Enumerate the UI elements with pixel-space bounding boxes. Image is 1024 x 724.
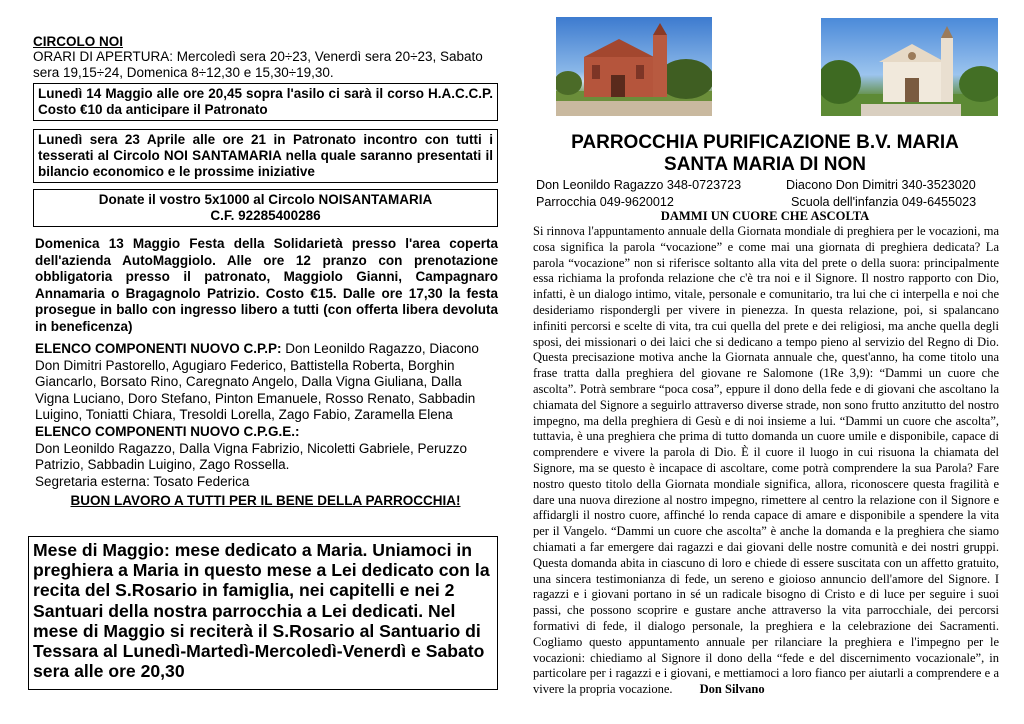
priest-contact: Don Leonildo Ragazzo 348-0723723: [536, 178, 742, 192]
cpge-names: Don Leonildo Ragazzo, Dalla Vigna Fabrizio, Nicoletti Gabriele, Peruzzo Patrizio, Sabbadin Luigino, Zago Rossella.: [35, 440, 467, 473]
solidarity-festival-notice: Domenica 13 Maggio Festa della Solidarietà presso l'area coperta dell'azienda AutoMaggiolo. Alle ore 12 pranzo con prenotazione obbligatoria presso il patronato, Maggiolo Gianni, Campagnaro Annamaria o Bragagnolo Patrizio. Costo €15. Dalle ore 17,30 la festa prosegue in ballo con ingresso libero a tutti (con offerta libera devoluta in beneficenza): [35, 236, 498, 334]
sanctuary-illustration: [821, 18, 998, 116]
haccp-notice-box: Lunedì 14 Maggio alle ore 20,45 sopra l'asilo ci sarà il corso H.A.C.C.P. Costo €10 da anticipare il Patronato: [33, 83, 498, 121]
may-rosary-box: Mese di Maggio: mese dedicato a Maria. Uniamoci in preghiera a Maria in questo mese a Lei dedicato con la recita del S.Rosario in famiglia, nei capitelli e nei 2 Santuari della nostra parrocchia a Lei dedicati. Nel mese di Maggio si reciterà il S.Rosario al Santuario di Tessara al Lunedì-Martedì-Mercoledì-Venerdì e Sabato sera alle ore 20,30: [28, 536, 498, 690]
article-title: DAMMI UN CUORE CHE ASCOLTA: [660, 209, 870, 223]
cpp-members: [33, 341, 498, 424]
cpge-title: ELENCO COMPONENTI NUOVO C.P.G.E.:: [35, 423, 300, 439]
external-secretary: Segretaria esterna: Tosato Federica: [35, 473, 250, 489]
fiscal-code: C.F. 92285400286: [210, 208, 321, 223]
article-signature: Don Silvano: [699, 682, 765, 697]
church-photo: [556, 17, 712, 116]
sanctuary-photo: [821, 18, 998, 116]
church-illustration: [556, 17, 712, 116]
article-text: Si rinnova l'appuntamento annuale della Giornata mondiale di preghiera per le vocazioni, ma cosa significa la parola “vocazione” e come mai una giornata di preghiera dedicata? La parola “vocazione” non si riferisce soltanto alla vita del prete o della suora: principalmente essa richiama la profonda relazione che c'è tra noi e il Signore. Il nostro rapporto con Dio, infatti, è un dialogo intimo, vitale, personale e comunitario, tra lui che ci interpella e noi che desideriamo rispondergli per vivere in pienezza. In questa relazione, poi, si spalancano infiniti percorsi e scelte di vita, tra cui quella del prete e dei religiosi, ma anche quella degli sposi, dei missionari o dei laici che si dedicano a tempo pieno al servizio del Regno di Dio. Questa precisazione motiva anche la Giornata annuale che, quest'anno, ha come titolo una frase tratta dalla preghiera del giovane re Salomone (1Re 3,9): “Dammi un cuore che ascolta”. Potrà sembrare “poca cosa”, eppure il dono della fede e di giovani che ascoltano la chiamata del Signore a seguirlo attraverso diverse strade, non sono frutto anzitutto del nostro impegno, ma della preghiera di Gesù e di noi insieme a lui. “Dammi un cuore che ascolta”, tuttavia, è una preghiera che prima di tutto domanda un cuore umile e disponibile, capace di comprendere e vivere la parola di Dio. È il cuore il luogo in cui risuona la chiamata del Signore, ma se questo è incapace di ascoltare, come potrà comprendere la sua Parola? Fare nostro questo titolo della Giornata mondiale significa, allora, riconoscere questa fragilità e dare una nuova direzione al nostro impegno, rimettere al centro la relazione con il Signore e affidargli il nostro cuore, affinché lo renda capace di amare e disponibile a spendere la vita per il Vangelo. “Dammi un cuore che ascolta” è anche la domanda e la preghiera che siamo chiamati a far emergere dai ragazzi e dai giovani delle nostre comunità e dei nostri gruppi. Questa domanda abita in ciascuno di loro e chiede di essere suscitata con un affetto gratuito, una sincera testimonianza di fede, un sereno e gioioso annuncio dell'amore del Signore. I ragazzi e i giovani portano in sé un radicale bisogno di Cristo e di luce per seguire i suoi passi, che possono scoprire e gustare anche attraverso la vita parrocchiale, dei percorsi formativi di fede, il dialogo personale, la preghiera e la celebrazione dei Sacramenti. Cogliamo questo appuntamento annuale per rilanciare la preghiera e l'impegno per le vocazioni: chiediamo al Signore il dono della “fede e del discernimento vocazionale”, in particolare per i ragazzi e i giovani, e mettiamoci a loro fianco per aiutarli a comprendere e a vivere la propria vocazione.: [533, 224, 999, 697]
parish-name: PARROCCHIA PURIFICAZIONE B.V. MARIA: [571, 132, 959, 153]
donation-line: Donate il vostro 5x1000 al Circolo NOISANTAMARIA: [98, 192, 433, 207]
circolo-title: CIRCOLO NOI: [33, 34, 123, 49]
parish-place: SANTA MARIA DI NON: [664, 154, 866, 175]
closing-slogan: BUON LAVORO A TUTTI PER IL BENE DELLA PARROCCHIA!: [70, 493, 461, 509]
opening-hours: ORARI DI APERTURA: Mercoledì sera 20÷23, Venerdì sera 20÷23, Sabato sera 19,15÷24, Domenica 8÷12,30 e 15,30÷19,30.: [33, 49, 483, 80]
donation-5x1000-box: [33, 189, 498, 227]
article-body: [533, 224, 999, 698]
cpp-names: Don Leonildo Ragazzo, Diacono Don Dimitri Pastorello, Agugiaro Federico, Battistella Roberta, Borghin Giancarlo, Borsato Rino, Caregnato Angelo, Dalla Vigna Giuliana, Dalla Vigna Luciano, Doro Stefano, Pinton Emanuele, Rosso Renato, Sabbadin Luigino, Toniatti Chiara, Tresoldi Lorella, Zago Fabio, Zaramella Elena: [35, 341, 479, 423]
parish-phone: Parrocchia 049-9620012: [536, 195, 674, 209]
deacon-contact: Diacono Don Dimitri 340-3523020: [786, 178, 976, 192]
school-phone: Scuola dell'infanzia 049-6455023: [791, 195, 977, 209]
left-column: [33, 34, 498, 508]
cpge-members: [33, 424, 498, 490]
cpp-title: ELENCO COMPONENTI NUOVO C.P.P:: [35, 341, 282, 356]
april-meeting-box: Lunedì sera 23 Aprile alle ore 21 in Patronato incontro con tutti i tesserati al Circolo NOI SANTAMARIA nella quale saranno presentati il bilancio economico e le prossime iniziative: [33, 129, 498, 183]
